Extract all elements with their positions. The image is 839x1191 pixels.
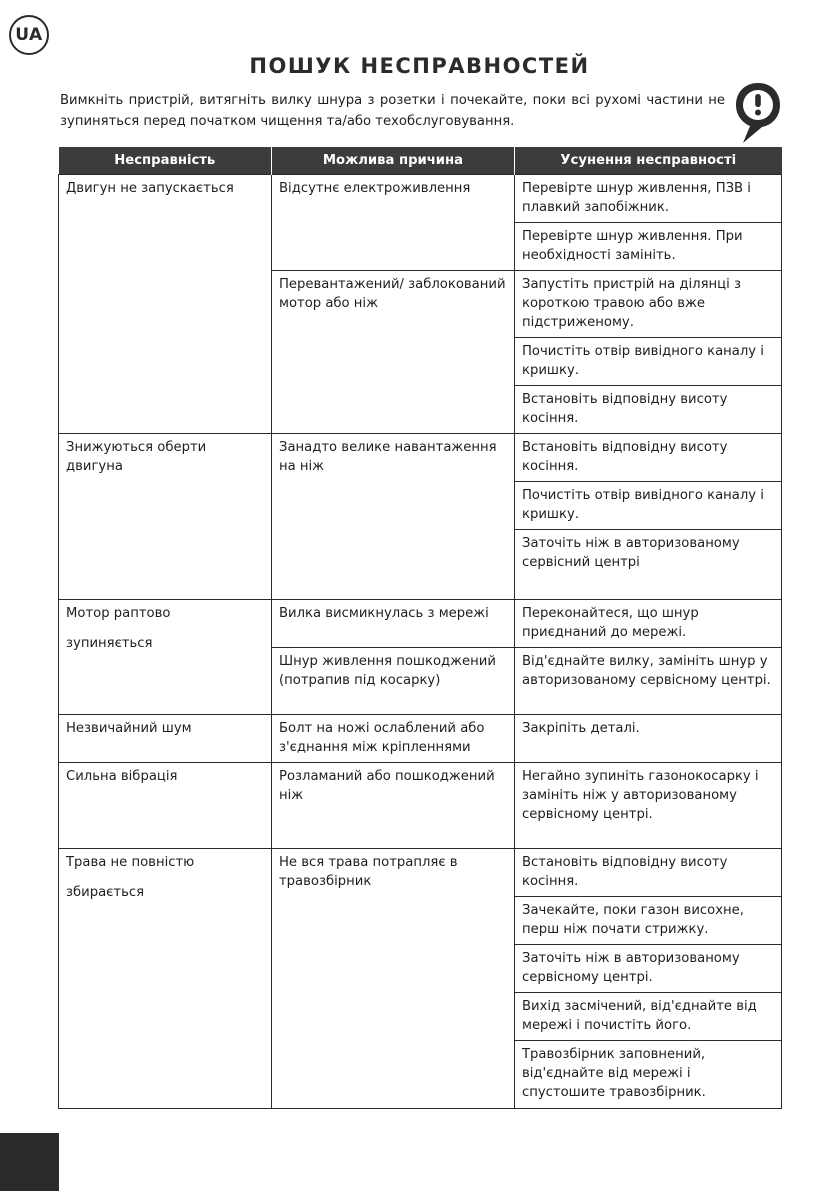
- cause-cell: Шнур живлення пошкоджений (потрапив під косарку): [272, 648, 515, 715]
- solution-cell: Почистіть отвір вивідного каналу і кришку.: [515, 338, 782, 386]
- solution-cell: Закріпіть деталі.: [515, 715, 782, 763]
- problem-cell: Сильна вібрація: [59, 763, 272, 849]
- cause-cell: Відсутнє електроживлення: [272, 175, 515, 271]
- cause-cell: Не вся трава потрапляє в травозбірник: [272, 849, 515, 1109]
- cause-cell: Болт на ножі ослаблений або з'єднання між кріпленнями: [272, 715, 515, 763]
- problem-cell: Двигун не запускається: [59, 175, 272, 434]
- solution-cell: Перевірте шнур живлення. При необхідності замініть.: [515, 223, 782, 271]
- problem-cell: [59, 849, 272, 1109]
- problem-cell: [59, 600, 272, 715]
- problem-line: зупиняється: [66, 636, 153, 651]
- cause-cell: Вилка висмикнулась з мережі: [272, 600, 515, 648]
- solution-cell: Від'єднайте вилку, замініть шнур у авторизованому сервісному центрі.: [515, 648, 782, 715]
- table-row: [59, 763, 782, 849]
- table-header-row: [59, 147, 782, 175]
- warning-pin-icon: [733, 80, 783, 146]
- solution-cell: Перевірте шнур живлення, ПЗВ і плавкий запобіжник.: [515, 175, 782, 223]
- solution-cell: Встановіть відповідну висоту косіння.: [515, 386, 782, 434]
- cause-cell: Розламаний або пошкоджений ніж: [272, 763, 515, 849]
- problem-line: Трава не повністю: [66, 855, 195, 870]
- solution-cell: Вихід засмічений, від'єднайте від мережі і почистіть його.: [515, 993, 782, 1041]
- solution-cell: Заточіть ніж в авторизованому сервісний центрі: [515, 530, 782, 600]
- column-header: Несправність: [59, 147, 272, 175]
- solution-cell: Травозбірник заповнений, від'єднайте від мережі і спустошите травозбірник.: [515, 1041, 782, 1109]
- troubleshooting-table: [58, 147, 782, 1109]
- problem-line: Мотор раптово: [66, 606, 171, 621]
- solution-cell: Почистіть отвір вивідного каналу і кришку.: [515, 482, 782, 530]
- column-header: Можлива причина: [272, 147, 515, 175]
- problem-cell: Незвичайний шум: [59, 715, 272, 763]
- cause-cell: Занадто велике навантаження на ніж: [272, 434, 515, 600]
- page-footer-tab: [0, 1133, 59, 1191]
- solution-cell: Запустіть пристрій на ділянці з короткою травою або вже підстриженому.: [515, 271, 782, 338]
- cause-cell: Перевантажений/ заблокований мотор або ніж: [272, 271, 515, 434]
- intro-text: Вимкніть пристрій, витягніть вилку шнура з розетки і почекайте, поки всі рухомі частини не зупиняться перед початком чищення та/або техобслуговування.: [60, 93, 725, 129]
- table-row: [59, 600, 782, 648]
- language-badge: UA: [9, 15, 49, 55]
- problem-cell: Знижуються оберти двигуна: [59, 434, 272, 600]
- table-row: [59, 849, 782, 897]
- solution-cell: Переконайтеся, що шнур приєднаний до мережі.: [515, 600, 782, 648]
- page-title: ПОШУК НЕСПРАВНОСТЕЙ: [249, 54, 590, 78]
- solution-cell: Встановіть відповідну висоту косіння.: [515, 434, 782, 482]
- table-row: [59, 434, 782, 482]
- table-row: [59, 175, 782, 223]
- solution-cell: Негайно зупиніть газонокосарку і замініть ніж у авторизованому сервісному центрі.: [515, 763, 782, 849]
- solution-cell: Встановіть відповідну висоту косіння.: [515, 849, 782, 897]
- column-header: Усунення несправності: [515, 147, 782, 175]
- table-row: [59, 715, 782, 763]
- solution-cell: Зачекайте, поки газон висохне, перш ніж почати стрижку.: [515, 897, 782, 945]
- problem-line: збирається: [66, 885, 145, 900]
- solution-cell: Заточіть ніж в авторизованому сервісному центрі.: [515, 945, 782, 993]
